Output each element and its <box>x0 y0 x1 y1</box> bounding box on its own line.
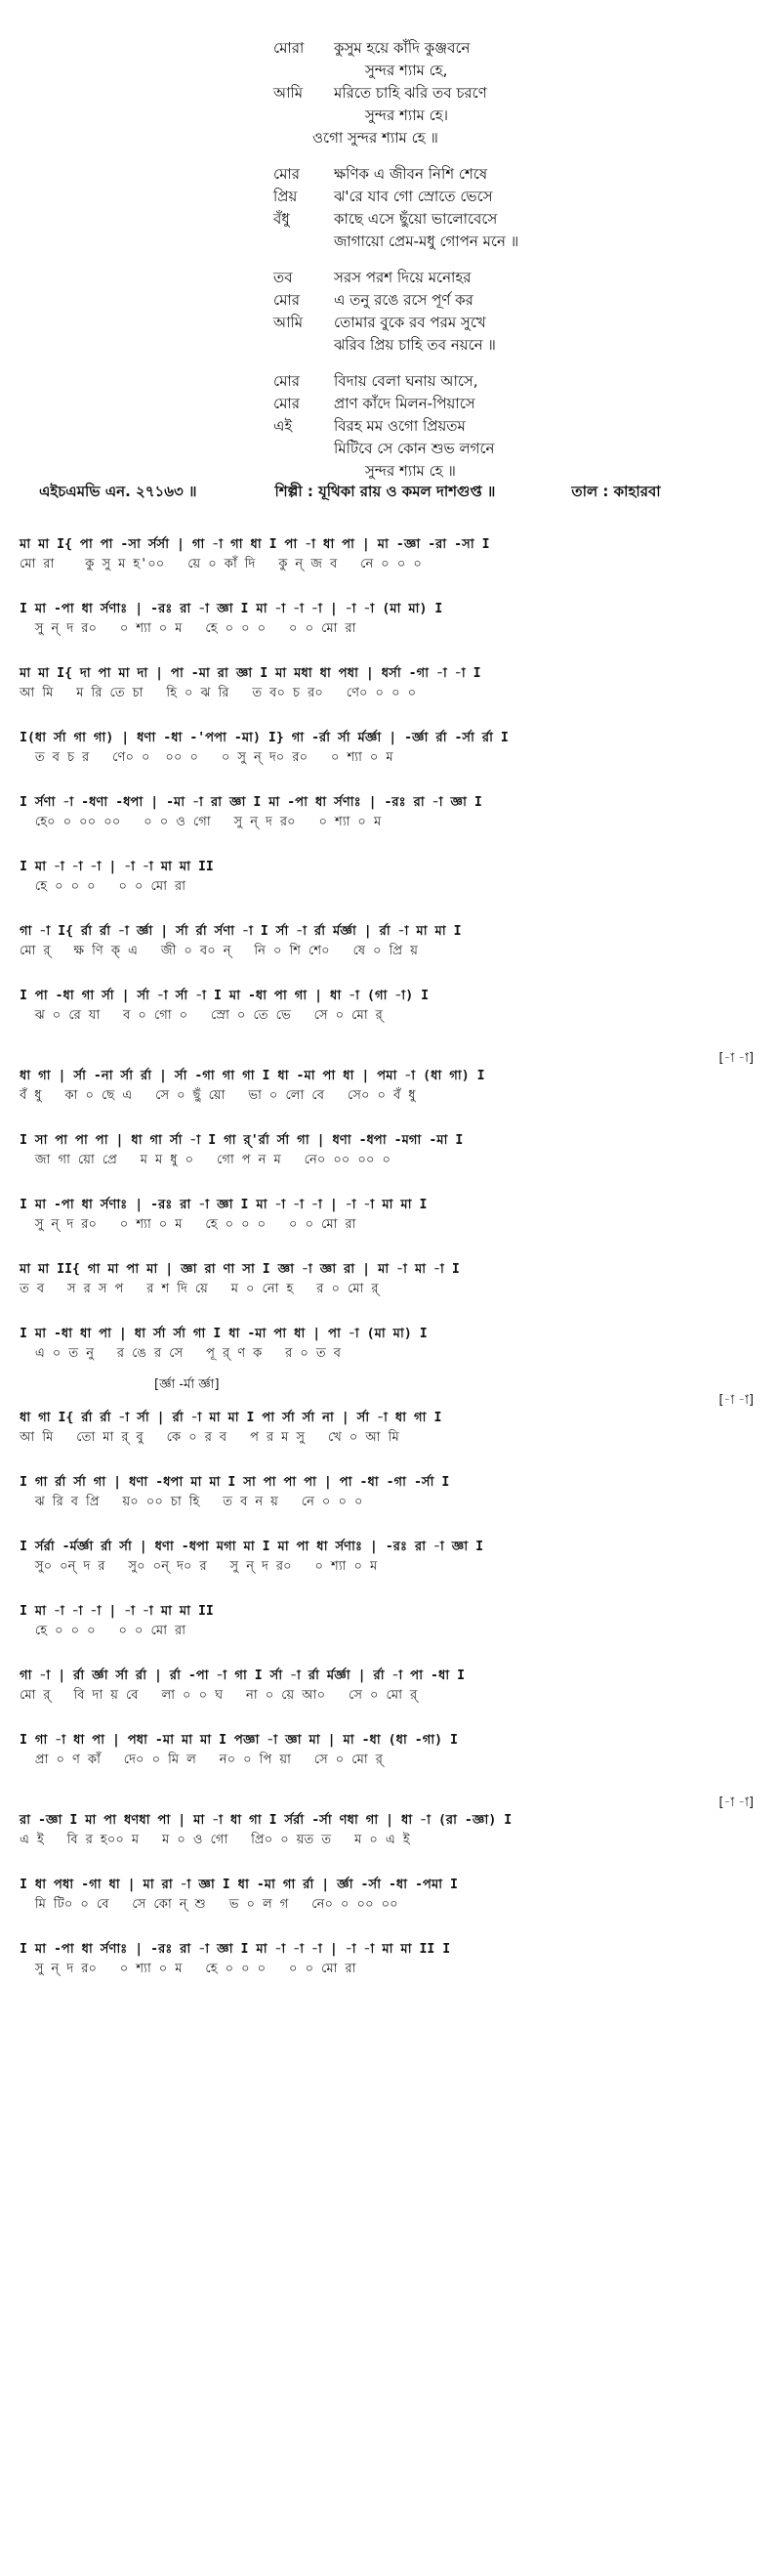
lyrics-stanza <box>273 370 742 483</box>
lyrics-stanza <box>273 163 742 253</box>
swaralipi-lyric: প্রা ০ ণ কাঁ দে০ ০ মি ল ন০ ০ পি য়া সে ০ মো র্ <box>20 1753 383 1767</box>
notation-line <box>20 1473 761 1512</box>
lyrics-lead-word: মোর <box>273 395 301 412</box>
swaralipi-lyric: জা গা য়ো প্রে ম ম ধু ০ গো প ন ম নে০ ০০ ০০ ০ <box>20 1153 391 1167</box>
notation-line <box>20 1795 761 1850</box>
lyrics-lead-word: প্রিয় <box>273 188 298 205</box>
alternate-note: [-া -া] <box>719 1795 754 1810</box>
lyrics-line <box>273 186 742 208</box>
swaralipi-lyric: এ ০ ত নু র ঙে র সে পূ র্ ণ ক র ০ ত ব <box>20 1346 342 1361</box>
swaralipi-lyric: মো রা কু সু ম হ'০০ য়ে ০ কাঁ দি কু ন্ জ ব নে ০ ০ ০ <box>20 557 422 571</box>
swaralipi-notes: I মা -পা ধা র্সণাঃ | -রঃ রা -া জ্ঞা I মা -া -া -া | -া -া মা মা I <box>20 1198 428 1212</box>
notation-line <box>20 729 761 768</box>
lyrics-text: ওগো সুন্দর শ্যাম হে ॥ <box>312 129 438 147</box>
lyrics-text: মরিতে চাহি ঝরি তব চরণে <box>334 84 487 102</box>
swaralipi-notes: গা -া I{ র্রা র্রা -া র্জ্ঞা | র্সা র্রা র্সণা -া I র্সা -া র্রা র্মর্জ্ঞা | র্রা -া মা মা I <box>20 924 462 939</box>
notation-line <box>20 600 761 639</box>
lyrics-line <box>273 127 742 149</box>
notation-line <box>20 1876 761 1915</box>
notation-line <box>20 858 761 897</box>
tala-label: তাল : কাহারবা <box>571 483 661 500</box>
lyrics-lead-word: মোরা <box>273 39 305 57</box>
lyrics-line <box>273 163 742 186</box>
lyrics-line <box>273 334 742 357</box>
swaralipi-notes: I পা -ধা গা র্সা | র্সা -া র্সা -া I মা -ধা পা গা | ধা -া (গা -া) I <box>20 989 430 1003</box>
swaralipi-lyric: সু০ ০ন্ দ র সু০ ০ন্ দ০ র সু ন্ দ র০ ০ শ্যা ০ ম <box>20 1559 378 1574</box>
lyrics-line <box>273 370 742 393</box>
swaralipi-lyric: ত ব স র স প র শ দি য়ে ম ০ নো হ র ০ মো র্ <box>20 1282 379 1296</box>
swaralipi-lyric: আ মি তো মা র্ বু কে ০ র ব প র ম সু খে ০ আ মি <box>20 1430 399 1445</box>
swaralipi-lyric: সু ন্ দ র০ ০ শ্যা ০ ম হে ০ ০ ০ ০ ০ মো রা <box>20 621 356 636</box>
lyrics-block <box>273 37 742 496</box>
lyrics-text: এ তনু রঙে রসে পূর্ণ কর <box>334 291 473 309</box>
swaralipi-notes: I র্সর্রা -র্মর্জ্ঞা র্রা র্সা | ধণা -ধপা মগা মা I মা পা ধা র্সণাঃ | -রঃ রা -া জ্ঞা I <box>20 1540 484 1554</box>
lyrics-text: ঝ'রে যাব গো স্রোতে ভেসে <box>334 188 493 205</box>
swaralipi-lyric: আ মি ম রি তে চা হি ০ ঝ রি ত ব০ চ র০ ণে০ ০ ০ ০ <box>20 686 417 700</box>
lyrics-text: সুন্দর শ্যাম হে। <box>365 106 448 124</box>
swaralipi-notes: I ধা পধা -গা ধা | মা রা -া জ্ঞা I ধা -মা গা র্রা | র্জ্ঞা -র্সা -ধা -পমা I <box>20 1878 458 1892</box>
lyrics-line <box>273 267 742 289</box>
lyrics-text: বিদায় বেলা ঘনায় আসে, <box>334 372 478 390</box>
notation-line <box>20 793 761 832</box>
ornament-note: [র্জ্ঞা -র্মা র্জ্ঞা] <box>154 1377 220 1392</box>
notation-line <box>20 922 761 961</box>
swaralipi-lyric: মি টি০ ০ বে সে কো ন্ শু ভ ০ ল গ নে০ ০ ০০ ০০ <box>20 1897 398 1912</box>
swaralipi-notes: I মা -পা ধা র্সণাঃ | -রঃ রা -া জ্ঞা I মা -া -া -া | -া -া মা মা II I <box>20 1942 451 1957</box>
swaralipi-notes: I মা -া -া -া | -া -া মা মা II <box>20 1604 214 1619</box>
notation-line <box>20 1325 761 1364</box>
lyrics-line <box>273 105 742 127</box>
swaralipi-lyric: সু ন্ দ র০ ০ শ্যা ০ ম হে ০ ০ ০ ০ ০ মো রা <box>20 1217 356 1232</box>
lyrics-lead-word: মোর <box>273 372 301 390</box>
notation-line <box>20 1196 761 1235</box>
swaralipi-notes: মা মা I{ দা পা মা দা | পা -মা রা জ্ঞা I মা মধা ধা পধা | ধর্সা -গা -া -া I <box>20 666 481 681</box>
swaralipi-lyric: হে০ ০ ০০ ০০ ০ ০ ও গো সু ন্ দ র০ ০ শ্যা ০ ম <box>20 815 382 829</box>
lyrics-lead-word <box>273 334 334 357</box>
lyrics-text: সুন্দর শ্যাম হে, <box>365 62 448 79</box>
record-number: এইচএমভি এন. ২৭১৬৩ ॥ <box>39 483 197 500</box>
swaralipi-notes: রা -জ্ঞা I মা পা ধণধা পা | মা -া ধা গা I র্সর্রা -র্সা ণধা গা | ধা -া (রা -জ্ঞা) I <box>20 1813 513 1828</box>
lyrics-lead-word: বঁধু <box>273 210 290 228</box>
notation-line <box>20 1940 761 1979</box>
alternate-note: [-া -া] <box>719 1393 754 1408</box>
swaralipi-notes: I(ধা র্সা গা গা) | ধণা -ধা -'পপা -মা) I} গা -র্রা র্সা র্মর্জ্ঞা | -র্জ্ঞা র্রা -র্সা র্রা I <box>20 731 509 745</box>
swaralipi-lyric: ত ব চ র ণে০ ০ ০০ ০ ০ সু ন্ দ০ র০ ০ শ্যা ০ ম <box>20 750 393 765</box>
lyrics-text: সুন্দর শ্যাম হে ॥ <box>365 462 456 480</box>
swaralipi-notes: I মা -পা ধা র্সণাঃ | -রঃ রা -া জ্ঞা I মা -া -া -া | -া -া (মা মা) I <box>20 602 443 616</box>
lyrics-text: প্রাণ কাঁদে মিলন-পিয়াসে <box>334 395 475 412</box>
artist-credit: শিল্পী : যূথিকা রায় ও কমল দাশগুপ্ত ॥ <box>274 483 496 500</box>
lyrics-text: বিরহ মম ওগো প্রিয়তম <box>334 417 466 435</box>
swaralipi-notes: গা -া | র্রা র্জ্ঞা র্সা র্রা | র্রা -পা -া গা I র্সা -া র্রা র্মর্জ্ঞা | র্রা -া পা -ধা I <box>20 1668 466 1683</box>
notation-line <box>20 1602 761 1641</box>
swaralipi-notes: I মা -ধা ধা পা | ধা র্সা র্সা গা I ধা -মা পা ধা | পা -া (মা মা) I <box>20 1327 428 1341</box>
swaralipi-lyric: মো র্ ক্ষ ণি ক্ এ জী ০ ব০ ন্ নি ০ শি শে০ ষে ০ প্রি য় <box>20 944 418 958</box>
lyrics-lead-word: মোর <box>273 165 301 183</box>
swaralipi-notes: I র্সণা -া -ধণা -ধপা | -মা -া রা জ্ঞা I মা -পা ধা র্সণাঃ | -রঃ রা -া জ্ঞা I <box>20 795 482 810</box>
lyrics-lead-word: এই <box>273 417 293 435</box>
alternate-note: [-া -া] <box>719 1051 754 1066</box>
lyrics-lead-word <box>273 438 334 460</box>
lyrics-line <box>273 393 742 415</box>
lyrics-stanza <box>273 267 742 357</box>
swaralipi-notes: I সা পা পা পা | ধা গা র্সা -া I গা র্'র্রা র্সা গা | ধণা -ধপা -মগা -মা I <box>20 1133 464 1148</box>
notation-line <box>20 664 761 703</box>
swaralipi-notes: ধা গা | র্সা -না র্সা র্রা | র্সা -গা গা গা I ধা -মা পা ধা | পমা -া (ধা গা) I <box>20 1069 485 1083</box>
notation-line <box>20 987 761 1026</box>
notation-line <box>20 1051 761 1106</box>
swaralipi-notes: I মা -া -া -া | -া -া মা মা II <box>20 860 214 874</box>
lyrics-line <box>273 460 742 483</box>
notation-block <box>20 535 761 1979</box>
notation-line <box>20 1131 761 1170</box>
lyrics-text: জাগায়ো প্রেম-মধু গোপন মনে ॥ <box>334 232 519 250</box>
swaralipi-notes: I গা -া ধা পা | পধা -মা মা মা I পজ্ঞা -া জ্ঞা মা | মা -ধা (ধা -গা) I <box>20 1733 458 1748</box>
lyrics-lead-word: আমি <box>273 84 304 102</box>
notation-line <box>20 1260 761 1299</box>
notation-line <box>20 1538 761 1577</box>
swaralipi-lyric: ঝ ০ রে যা ব ০ গো ০ স্রো ০ তে ভে সে ০ মো র্ <box>20 1008 383 1023</box>
lyrics-stanza <box>273 37 742 149</box>
swaralipi-lyric: ঝ রি ব প্রি য়০ ০০ চা হি ত ব ন য় নে ০ ০ ০ <box>20 1495 363 1509</box>
lyrics-line <box>273 37 742 60</box>
lyrics-lead-word: মোর <box>273 291 301 309</box>
lyrics-line <box>273 60 742 82</box>
lyrics-line <box>273 289 742 312</box>
lyrics-text: ক্ষণিক এ জীবন নিশি শেষে <box>334 165 488 183</box>
lyrics-lead-word: তব <box>273 269 293 286</box>
swaralipi-lyric: হে ০ ০ ০ ০ ০ মো রা <box>20 879 186 894</box>
lyrics-line <box>273 82 742 105</box>
swaralipi-lyric: সু ন্ দ র০ ০ শ্যা ০ ম হে ০ ০ ০ ০ ০ মো রা <box>20 1962 356 1976</box>
lyrics-text: তোমার বুকে রব পরম সুখে <box>334 314 486 331</box>
notation-line <box>20 535 761 574</box>
lyrics-text: সরস পরশ দিয়ে মনোহর <box>334 269 472 286</box>
lyrics-text: মিটিবে সে কোন শুভ লগনে <box>334 440 495 457</box>
lyrics-text: কুসুম হয়ে কাঁদি কুঞ্জবনে <box>334 39 471 57</box>
swaralipi-lyric: বঁ ধু কা ০ ছে এ সে ০ ছুঁ য়ো ভা ০ লো বে সে০ ০ বঁ ধু <box>20 1088 416 1103</box>
swaralipi-notes: ধা গা I{ র্রা র্রা -া র্সা | র্রা -া মা মা I পা র্সা র্সা না | র্সা -া ধা গা I <box>20 1411 442 1425</box>
lyrics-lead-word: আমি <box>273 314 304 331</box>
lyrics-line <box>273 415 742 438</box>
swaralipi-lyric: মো র্ বি দা য় বে লা ০ ০ ঘ না ০ য়ে আ০ সে ০ মো র্ <box>20 1688 418 1703</box>
notation-line <box>20 1731 761 1770</box>
swaralipi-lyric: এ ই বি র হ০০ ম ম ০ ও গো প্রি০ ০ য়ত ত ম ০ এ ই <box>20 1833 410 1847</box>
swaralipi-notes: I গা র্রা র্সা গা | ধণা -ধপা মা মা I সা পা পা পা | পা -ধা -গা -র্সা I <box>20 1475 450 1490</box>
lyrics-line <box>273 438 742 460</box>
notation-line <box>20 1667 761 1706</box>
lyrics-line <box>273 312 742 334</box>
lyrics-text: কাছে এসে ছুঁয়ো ভালোবেসে <box>334 210 498 228</box>
swaralipi-notes: মা মা I{ পা পা -সা র্সর্সা | গা -া গা ধা I পা -া ধা পা | মা -জ্ঞা -রা -সা I <box>20 537 490 552</box>
swaralipi-notes: মা মা II{ গা মা পা মা | জ্ঞা রা ণা সা I জ্ঞা -া জ্ঞা রা | মা -া মা -া I <box>20 1262 460 1277</box>
lyrics-text: ঝরিব প্রিয় চাহি তব নয়নে ॥ <box>334 336 496 354</box>
lyrics-line <box>273 208 742 231</box>
record-info-line <box>39 481 761 505</box>
lyrics-line <box>273 231 742 253</box>
lyrics-lead-word <box>273 231 334 253</box>
swaralipi-lyric: হে ০ ০ ০ ০ ০ মো রা <box>20 1624 186 1638</box>
notation-line <box>20 1377 761 1448</box>
